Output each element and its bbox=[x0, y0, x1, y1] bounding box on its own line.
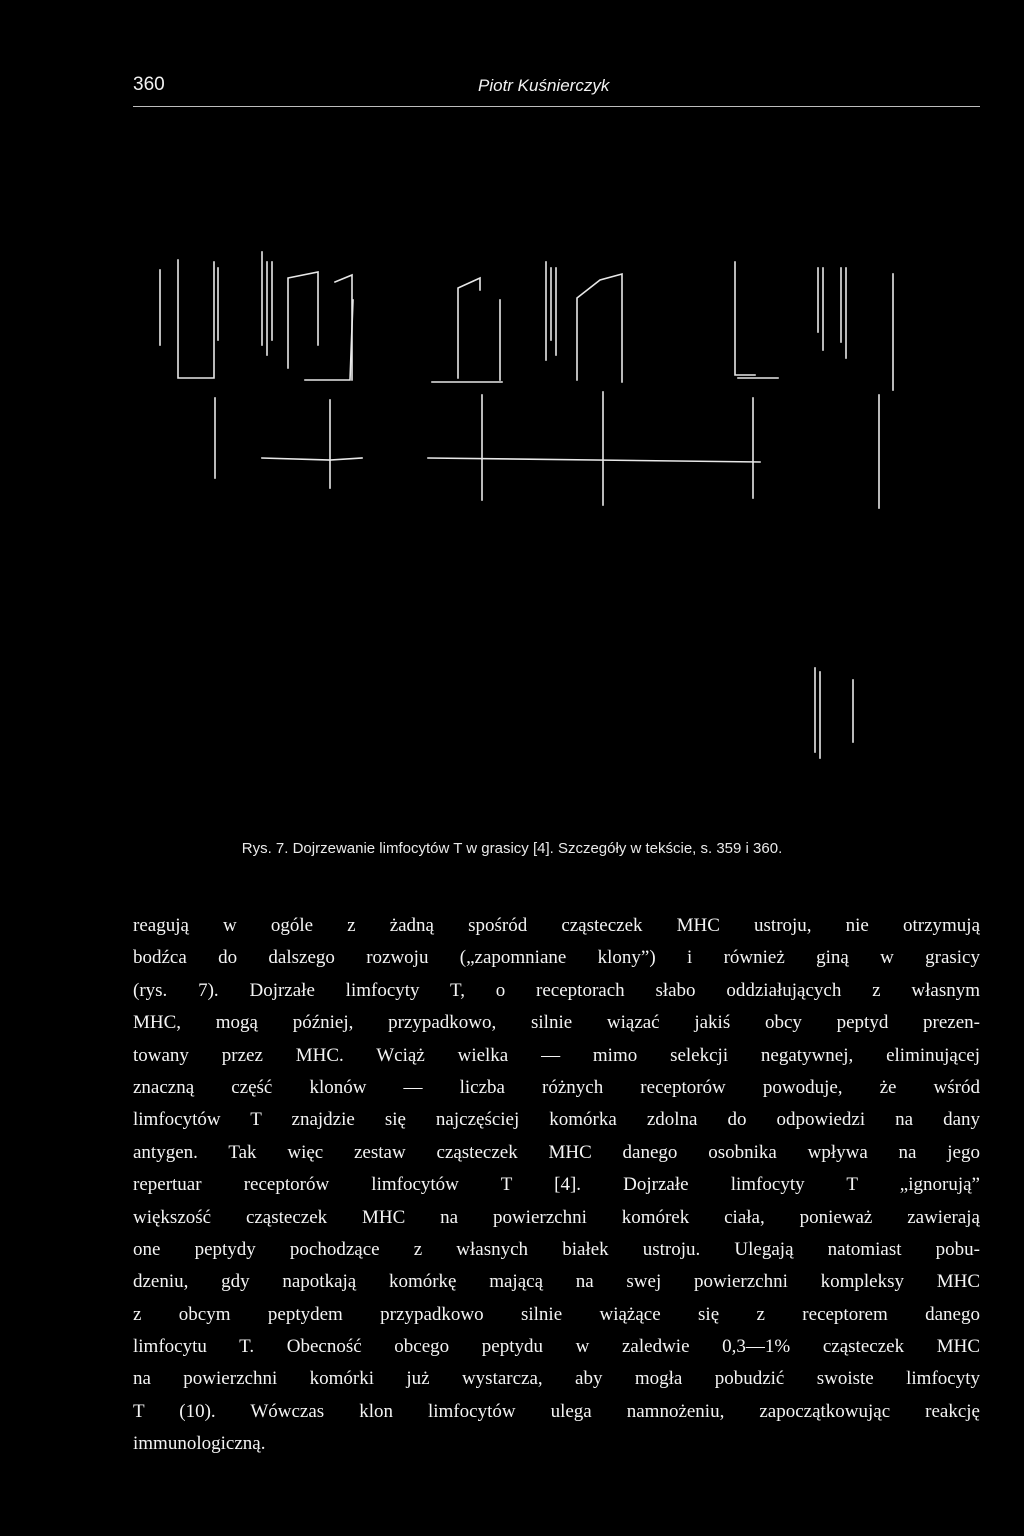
text-line: reagują w ogóle z żadną spośród cząsteczek MHC ustroju, nie otrzymują bbox=[133, 915, 980, 936]
text-line: na powierzchni komórki już wystarcza, aby mogła pobudzić swoiste limfocyty bbox=[133, 1368, 980, 1390]
text-line: z obcym peptydem przypadkowo silnie wiążące się z receptorem danego bbox=[133, 1303, 980, 1325]
text-line: bodźca do dalszego rozwoju („zapomniane klony”) i również giną w grasicy bbox=[133, 947, 980, 969]
text-line: (rys. 7). Dojrzałe limfocyty T, o receptorach słabo oddziałujących z własnym bbox=[133, 979, 980, 1001]
text-line: znaczną część klonów — liczba różnych receptorów powoduje, że wśród bbox=[133, 1076, 980, 1098]
text-line: MHC, mogą później, przypadkowo, silnie wiązać jakiś obcy peptyd prezen- bbox=[133, 1012, 980, 1034]
page-number: 360 bbox=[133, 74, 165, 95]
body-text bbox=[133, 910, 980, 1461]
text-line: repertuar receptorów limfocytów T [4]. Dojrzałe limfocyty T „ignorują” bbox=[133, 1174, 980, 1196]
text-line: T (10). Wówczas klon limfocytów ulega namnożeniu, zapoczątkowując reakcję bbox=[133, 1400, 980, 1422]
text-line: limfocytu T. Obecność obcego peptydu w zaledwie 0,3—1% cząsteczek MHC bbox=[133, 1336, 980, 1358]
text-line: większość cząsteczek MHC na powierzchni komórek ciała, ponieważ zawierają bbox=[133, 1206, 980, 1228]
text-line: immunologiczną. bbox=[133, 1433, 266, 1455]
text-line: towany przez MHC. Wciąż wielka — mimo selekcji negatywnej, eliminującej bbox=[133, 1044, 980, 1066]
running-head: Piotr Kuśnierczyk bbox=[478, 76, 610, 95]
text-line: one peptydy pochodzące z własnych białek ustroju. Ulegają natomiast pobu- bbox=[133, 1238, 980, 1260]
text-line: limfocytów T znajdzie się najczęściej komórka zdolna do odpowiedzi na dany bbox=[133, 1109, 980, 1131]
figure-caption: Rys. 7. Dojrzewanie limfocytów T w grasicy [4]. Szczegóły w tekście, s. 359 i 360. bbox=[241, 840, 783, 857]
text-line: antygen. Tak więc zestaw cząsteczek MHC danego osobnika wpływa na jego bbox=[133, 1141, 980, 1163]
text-line: dzeniu, gdy napotkają komórkę mającą na swej powierzchni kompleksy MHC bbox=[133, 1271, 980, 1293]
